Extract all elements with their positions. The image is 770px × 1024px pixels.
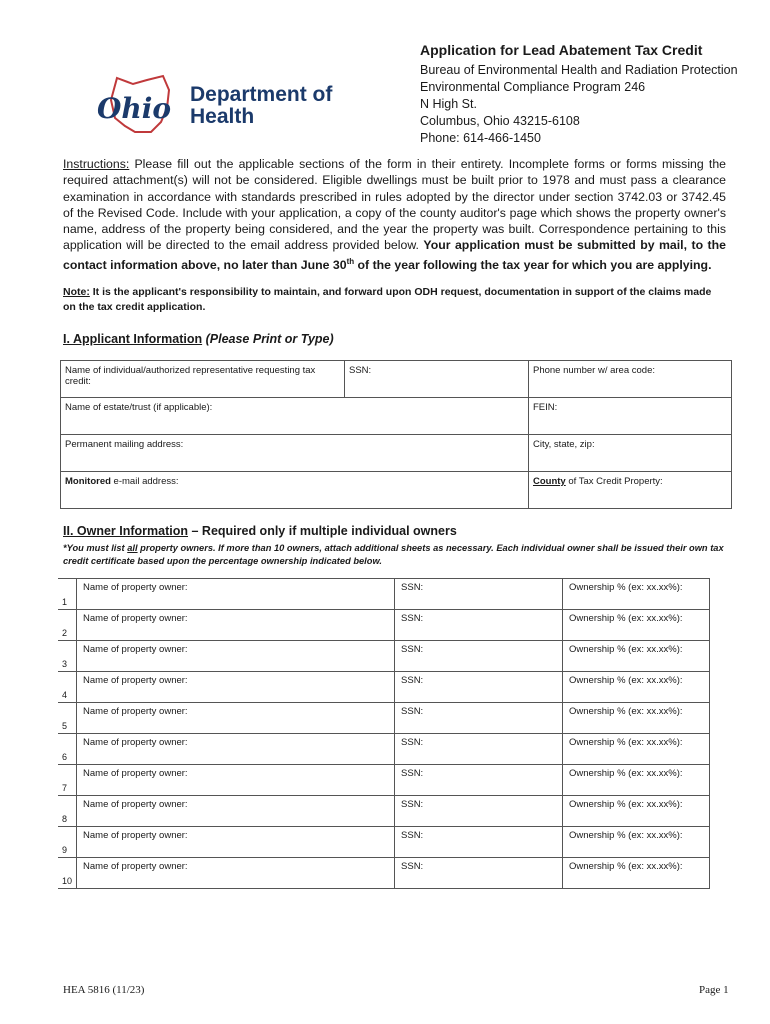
applicant-ssn-field[interactable]: SSN: [345,361,529,398]
section-2-title: II. Owner Information – Required only if multiple individual owners [63,524,457,538]
owner-row [58,858,710,889]
ohio-state-outline-icon [95,70,190,140]
owner-percentage-field[interactable]: Ownership % (ex: xx.xx%): [563,579,710,610]
owner-ssn-field[interactable]: SSN: [395,765,563,796]
owner-percentage-field[interactable]: Ownership % (ex: xx.xx%): [563,858,710,889]
owner-row [58,827,710,858]
note-label: Note: [63,286,90,298]
header-contact-block [420,42,738,147]
ohio-wordmark: Ohio [97,92,172,125]
page-number: Page 1 [699,984,729,996]
owner-row [58,765,710,796]
owner-row [58,672,710,703]
owner-row-number: 9 [58,827,77,858]
form-id: HEA 5816 (11/23) [63,984,145,996]
department-name [190,84,332,128]
owner-percentage-field[interactable]: Ownership % (ex: xx.xx%): [563,734,710,765]
owner-percentage-field[interactable]: Ownership % (ex: xx.xx%): [563,672,710,703]
instructions-label: Instructions: [63,157,130,171]
owner-row [58,610,710,641]
owner-name-field[interactable]: Name of property owner: [77,734,395,765]
dept-line-1: Department of [190,83,333,106]
section-1-title: I. Applicant Information (Please Print or Type) [63,332,334,346]
owner-percentage-field[interactable]: Ownership % (ex: xx.xx%): [563,827,710,858]
owner-row-number: 6 [58,734,77,765]
owner-ssn-field[interactable]: SSN: [395,703,563,734]
owner-row-number: 4 [58,672,77,703]
owner-name-field[interactable]: Name of property owner: [77,827,395,858]
owner-percentage-field[interactable]: Ownership % (ex: xx.xx%): [563,703,710,734]
dept-line-2: Health [190,105,255,128]
owner-ssn-field[interactable]: SSN: [395,610,563,641]
owner-name-field[interactable]: Name of property owner: [77,703,395,734]
estate-name-field[interactable]: Name of estate/trust (if applicable): [61,398,529,435]
owner-row [58,703,710,734]
form-title: Application for Lead Abatement Tax Credit [420,42,703,58]
owner-percentage-field[interactable]: Ownership % (ex: xx.xx%): [563,641,710,672]
owner-ssn-field[interactable]: SSN: [395,579,563,610]
header-line: Environmental Compliance Program 246 [420,80,646,94]
instructions-deadline: Your application must be submitted by mail, to the contact information above, no later than June 30th of the year following the tax year for which you are applying. [63,238,726,272]
city-state-zip-field[interactable]: City, state, zip: [529,435,732,472]
instructions-paragraph [63,156,726,273]
note-text: It is the applicant's responsibility to maintain, and forward upon ODH request, documentation in support of the claims made on the tax credit application. [63,286,712,313]
header-line: Bureau of Environmental Health and Radiation Protection [420,63,738,77]
owner-row [58,796,710,827]
owner-row [58,641,710,672]
section-2-note: *You must list all property owners. If more than 10 owners, attach additional sheets as necessary. Each individual owner shall be issued their own tax credit certificate based upon the percentage ownership indicated below. [63,543,724,566]
owner-row-number: 8 [58,796,77,827]
owner-row-number: 7 [58,765,77,796]
header-line: Columbus, Ohio 43215-6108 [420,114,580,128]
instructions-body: Please fill out the applicable sections of the form in their entirety. Incomplete forms or forms missing the required attachment(s) will not be considered. Eligible dwellings must be built prior to 1978 and must pass a clearance examination in accordance with standards prescribed in rules adopted by the director under section 3742.03 or 3742.45 of the Revised Code. Include with your application, a copy of the county auditor's page which shows the property owner's name, address of the property being considered, and the year the property was built. Correspondence pertaining to this application will be directed to the email address provided below. [63,157,726,253]
owner-row-number: 3 [58,641,77,672]
mailing-address-field[interactable]: Permanent mailing address: [61,435,529,472]
owner-row [58,734,710,765]
note-paragraph [63,285,726,315]
owner-name-field[interactable]: Name of property owner: [77,610,395,641]
owner-name-field[interactable]: Name of property owner: [77,672,395,703]
owner-name-field[interactable]: Name of property owner: [77,796,395,827]
owner-name-field[interactable]: Name of property owner: [77,579,395,610]
owner-ssn-field[interactable]: SSN: [395,796,563,827]
applicant-name-field[interactable]: Name of individual/authorized representative requesting tax credit: [61,361,345,398]
owner-name-field[interactable]: Name of property owner: [77,765,395,796]
owner-ssn-field[interactable]: SSN: [395,672,563,703]
owner-row-number: 1 [58,579,77,610]
applicant-phone-field[interactable]: Phone number w/ area code: [529,361,732,398]
header-line: N High St. [420,97,477,111]
owners-table [58,578,710,889]
owner-row-number: 10 [58,858,77,889]
owner-row [58,579,710,610]
owner-percentage-field[interactable]: Ownership % (ex: xx.xx%): [563,610,710,641]
applicant-info-table [60,360,732,509]
county-field[interactable]: County of Tax Credit Property: [529,472,732,509]
owner-row-number: 2 [58,610,77,641]
owner-name-field[interactable]: Name of property owner: [77,641,395,672]
fein-field[interactable]: FEIN: [529,398,732,435]
owner-ssn-field[interactable]: SSN: [395,827,563,858]
email-field[interactable]: Monitored e-mail address: [61,472,529,509]
owner-name-field[interactable]: Name of property owner: [77,858,395,889]
owner-ssn-field[interactable]: SSN: [395,858,563,889]
owner-percentage-field[interactable]: Ownership % (ex: xx.xx%): [563,765,710,796]
owner-ssn-field[interactable]: SSN: [395,734,563,765]
owner-percentage-field[interactable]: Ownership % (ex: xx.xx%): [563,796,710,827]
owner-ssn-field[interactable]: SSN: [395,641,563,672]
owner-row-number: 5 [58,703,77,734]
header-line: Phone: 614-466-1450 [420,131,541,145]
